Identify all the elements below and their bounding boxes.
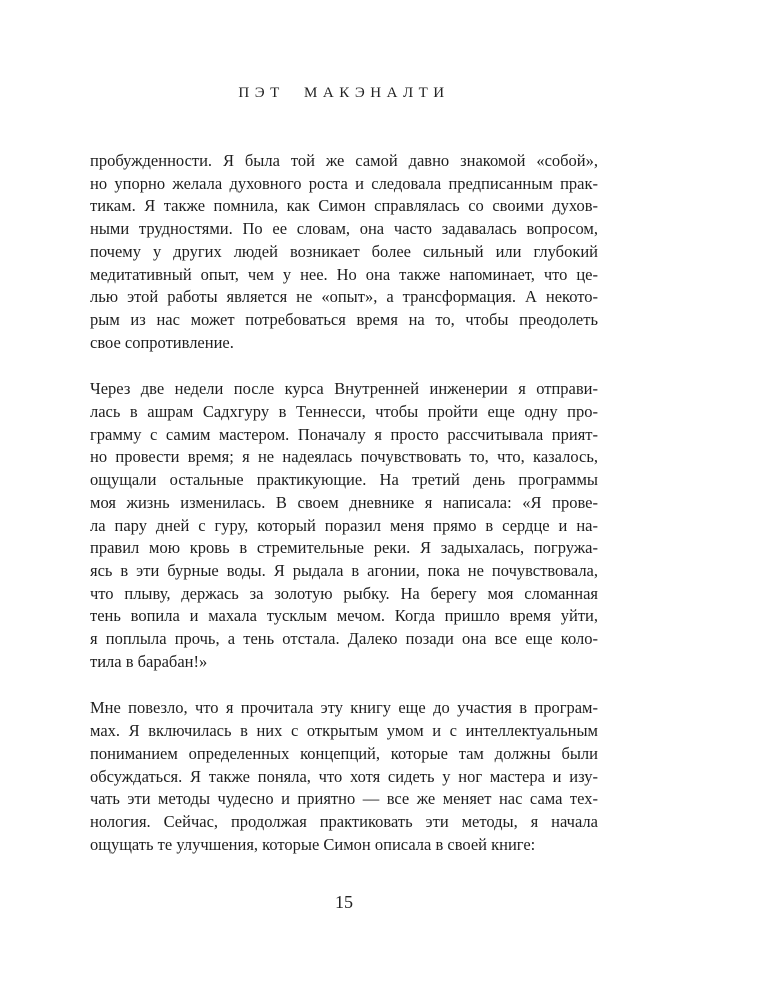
text-line: ла пару дней с гуру, который поразил меня прямо в сердце и на-	[90, 515, 598, 535]
text-line: я поплыла прочь, а тень отстала. Далеко позади она все еще коло-	[90, 629, 598, 649]
text-line: Мне повезло, что я прочитала эту книгу еще до участия в програм-	[90, 698, 598, 718]
text-line: мах. Я включилась в них с открытым умом и с интеллектуальным	[90, 721, 598, 741]
text-line: ощущали остальные практикующие. На третий день программы	[90, 470, 598, 490]
text-line: но упорно желала духовного роста и следовала предписанным прак-	[90, 173, 598, 193]
running-header: ПЭТ МАКЭНАЛТИ	[238, 85, 450, 101]
text-line: тикам. Я также помнила, как Симон справлялась со своими духов-	[90, 196, 598, 216]
text-line: Через две недели после курса Внутренней инженерии я отправи-	[90, 379, 598, 399]
text-line: но провести время; я не надеялась почувствовать то, что, казалось,	[90, 447, 598, 467]
text-line: правил мою кровь в стремительные реки. Я задыхалась, погружа-	[90, 538, 598, 558]
text-line: ными трудностями. По ее словам, она часто задавалась вопросом,	[90, 219, 598, 239]
text-line: ясь в эти бурные воды. Я рыдала в агонии, пока не почувствовала,	[90, 560, 598, 580]
text-line: рым из нас может потребоваться время на то, чтобы преодолеть	[90, 309, 598, 329]
text-line: обсуждаться. Я также поняла, что хотя сидеть у ног мастера и изу-	[90, 766, 598, 786]
page-number: 15	[335, 892, 353, 912]
paragraph	[90, 150, 598, 354]
paragraph	[90, 378, 598, 673]
text-line: чать эти методы чудесно и приятно — все же меняет нас сама тех-	[90, 789, 598, 809]
text-line: моя жизнь изменилась. В своем дневнике я написала: «Я прове-	[90, 492, 598, 512]
text-line: ощущать те улучшения, которые Симон описала в своей книге:	[90, 834, 536, 854]
text-line: нология. Сейчас, продолжая практиковать эти методы, я начала	[90, 811, 598, 831]
paragraph	[90, 697, 598, 856]
text-line: пробужденности. Я была той же самой давно знакомой «собой»,	[90, 151, 598, 170]
body-text-block	[90, 150, 598, 856]
text-line: медитативный опыт, чем у нее. Но она также напоминает, что це-	[90, 264, 598, 284]
text-line: пониманием определенных концепций, которые там должны были	[90, 743, 598, 763]
text-line: свое сопротивление.	[90, 332, 234, 352]
text-line: грамму с самим мастером. Поначалу я просто рассчитывала прият-	[90, 424, 598, 444]
text-line: тень вопила и махала тусклым мечом. Когда пришло время уйти,	[90, 606, 598, 626]
text-line: тила в барабан!»	[90, 651, 208, 671]
text-line: что плыву, держась за золотую рыбку. На берегу моя сломанная	[90, 583, 598, 603]
text-line: почему у других людей возникает более сильный или глубокий	[90, 241, 598, 261]
text-line: лью этой работы является не «опыт», а трансформация. А некото-	[90, 287, 598, 307]
text-line: лась в ашрам Садхгуру в Теннесси, чтобы пройти еще одну про-	[90, 402, 598, 422]
